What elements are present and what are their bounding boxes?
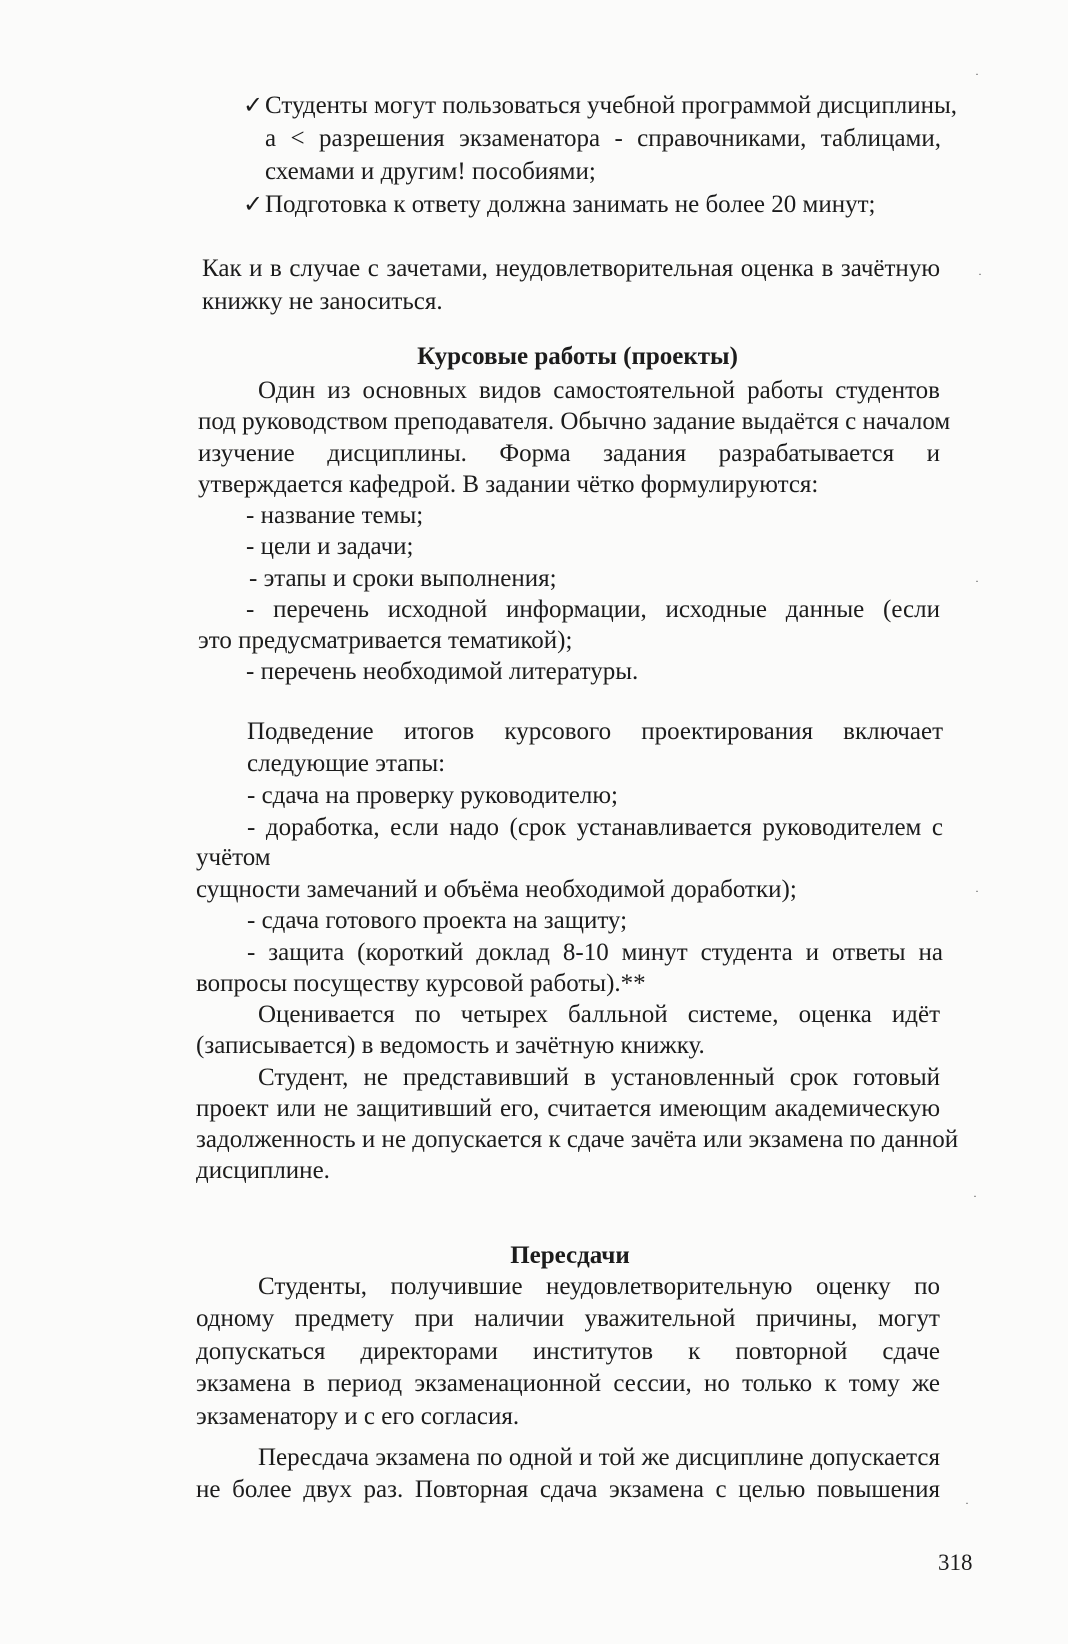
scan-speck: · [975, 574, 979, 588]
list-item: - перечень необходимой литературы. [246, 658, 639, 685]
page-number: 318 [938, 1550, 973, 1575]
paragraph-line: Студенты, получившие неудовлетворительную оценку по [258, 1273, 940, 1300]
list-item: - цели и задачи; [246, 533, 414, 560]
paragraph-line: Один из основных видов самостоятельной работы студентов [258, 377, 940, 404]
paragraph-line: одному предмету при наличии уважительной причины, могут [196, 1305, 940, 1332]
paragraph-line: задолженность и не допускается к сдаче зачёта или экзамена по данной [196, 1126, 959, 1153]
checkmark-icon: ✓ [243, 93, 264, 119]
scan-speck: · [973, 1189, 977, 1203]
paragraph-line: изучение дисциплины. Форма задания разрабатывается и [198, 440, 940, 467]
scan-speck: · [978, 267, 982, 281]
paragraph-line: Как и в случае с зачетами, неудовлетворительная оценка в зачётную [202, 255, 940, 282]
bullet-line: а < разрешения экзаменатора - справочниками, таблицами, [265, 125, 941, 152]
scan-speck: · [975, 884, 979, 898]
list-item: - защита (короткий доклад 8-10 минут студента и ответы на [247, 939, 943, 966]
bullet-line: схемами и другим! пособиями; [265, 158, 596, 185]
list-item: - доработка, если надо (срок устанавливается руководителем с [247, 814, 943, 841]
paragraph-line: Студент, не представивший в установленный срок готовый [258, 1064, 940, 1091]
paragraph-line: под руководством преподавателя. Обычно задание выдаётся с началом [198, 408, 951, 435]
paragraph-line: книжку не заноситься. [202, 288, 443, 315]
paragraph-line: дисциплине. [196, 1157, 330, 1184]
list-item: сущности замечаний и объёма необходимой доработки); [196, 876, 797, 903]
paragraph-line: проект или не защитивший его, считается имеющим академическую [196, 1095, 940, 1122]
list-item: - сдача готового проекта на защиту; [247, 907, 628, 934]
paragraph-line: не более двух раз. Повторная сдача экзамена с целью повышения [196, 1476, 940, 1503]
paragraph-line: (записывается) в ведомость и зачётную книжку. [196, 1032, 705, 1059]
paragraph-line: следующие этапы: [247, 750, 446, 777]
checkmark-icon: ✓ [243, 192, 264, 218]
list-item: - перечень исходной информации, исходные данные (если [246, 596, 940, 623]
paragraph-line: Подведение итогов курсового проектирования включает [247, 718, 943, 745]
list-item: - сдача на проверку руководителю; [247, 782, 618, 809]
list-item: - этапы и сроки выполнения; [249, 565, 557, 592]
paragraph-line: экзаменатору и с его согласия. [196, 1403, 520, 1430]
scan-speck: · [965, 1496, 969, 1510]
section-heading: Курсовые работы (проекты) [417, 343, 738, 370]
list-item: это предусматривается тематикой); [198, 627, 573, 654]
paragraph-line: допускаться директорами институтов к повторной сдаче [196, 1338, 940, 1365]
bullet-line: Студенты могут пользоваться учебной программой дисциплины, [265, 92, 958, 119]
paragraph-line: утверждается кафедрой. В задании чётко формулируются: [198, 471, 819, 498]
list-item: вопросы посуществу курсовой работы).** [196, 970, 646, 997]
list-item: - название темы; [246, 502, 424, 529]
scan-speck: · [975, 67, 979, 81]
section-heading: Пересдачи [510, 1242, 630, 1269]
paragraph-line: экзамена в период экзаменационной сессии, но только к тому же [196, 1370, 940, 1397]
list-item: учётом [196, 844, 271, 871]
paragraph-line: Оценивается по четырех балльной системе, оценка идёт [258, 1001, 940, 1028]
bullet-line: Подготовка к ответу должна занимать не более 20 минут; [265, 191, 876, 218]
paragraph-line: Пересдача экзамена по одной и той же дисциплине допускается [258, 1444, 940, 1471]
